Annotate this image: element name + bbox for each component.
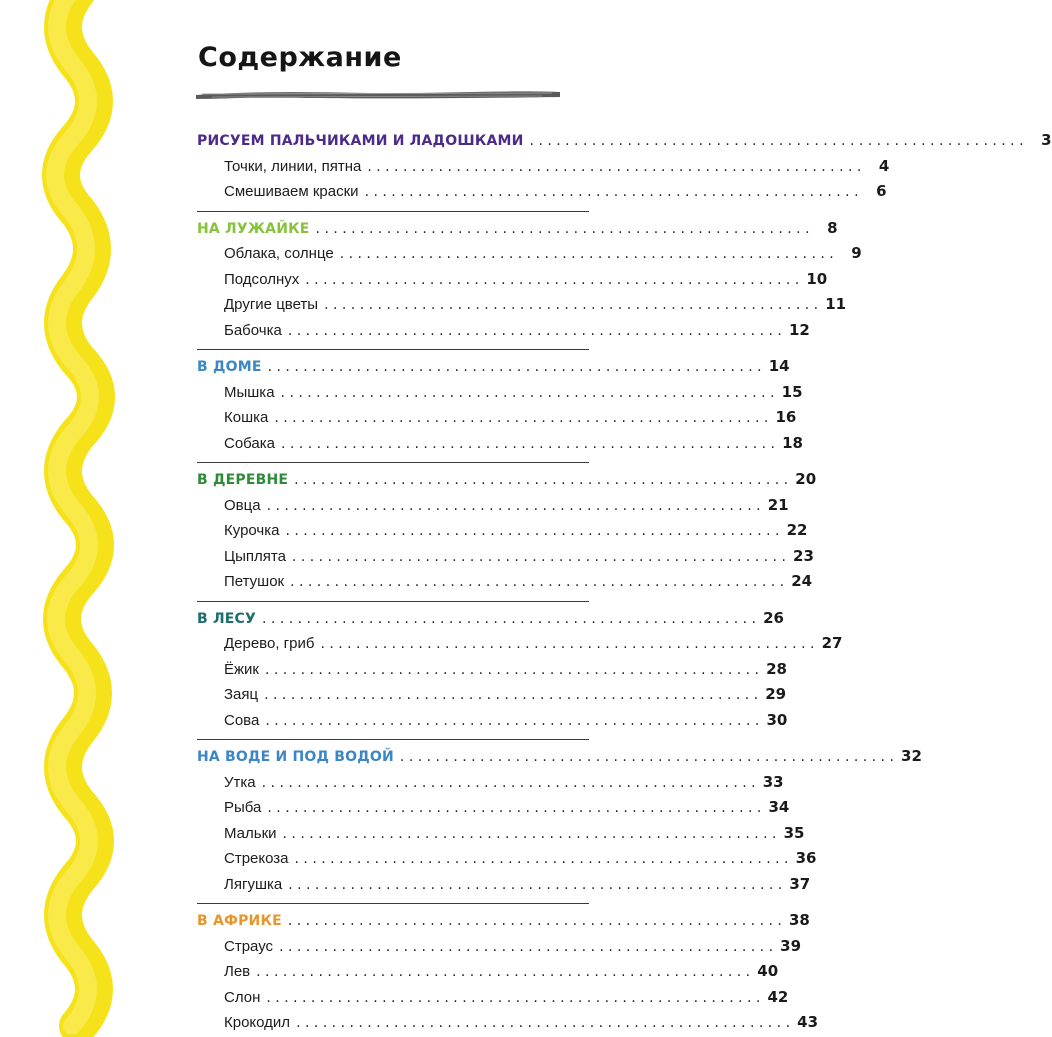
section-title: НА ЛУЖАЙКЕ: [197, 220, 310, 237]
section-page-number: 26: [763, 608, 784, 627]
entry-page-number: 39: [780, 936, 802, 955]
toc-entry[interactable]: [197, 154, 890, 180]
entry-page-number: 9: [851, 244, 862, 262]
toc-section: [197, 462, 817, 595]
toc-section-heading[interactable]: [197, 354, 790, 380]
dot-leader: [367, 155, 861, 181]
entry-page-number: 10: [806, 269, 828, 288]
entry-page-number: 6: [876, 182, 887, 200]
section-page-number: 38: [788, 911, 810, 929]
dot-leader: [305, 268, 799, 294]
section-title: В ЛЕСУ: [197, 610, 257, 627]
toc-entry[interactable]: [197, 846, 817, 872]
toc-section-heading[interactable]: [197, 606, 784, 632]
entry-title: Крокодил: [224, 1014, 291, 1031]
entry-page-number: 29: [765, 685, 787, 703]
toc-section-heading[interactable]: [197, 467, 817, 493]
entry-page-number: 43: [797, 1013, 819, 1031]
dot-leader: [281, 381, 775, 407]
toc-entry[interactable]: [197, 770, 784, 796]
entry-title: Сова: [224, 711, 260, 729]
entry-page-number: 11: [825, 295, 847, 313]
section-title: В ДОМЕ: [197, 359, 262, 375]
entry-title: Точки, линии, пятна: [224, 157, 362, 175]
entry-title: Бабочка: [224, 321, 282, 339]
dot-leader: [262, 771, 756, 797]
entry-title: Цыплята: [224, 547, 286, 565]
entry-title: Утка: [224, 773, 256, 791]
dot-leader: [340, 242, 834, 268]
entry-title: Стрекоза: [224, 850, 289, 867]
toc-entry[interactable]: [197, 934, 802, 960]
toc-entry[interactable]: [197, 657, 787, 683]
page-title: Содержание: [198, 42, 402, 73]
dot-leader: [281, 432, 775, 458]
entry-title: Слон: [224, 988, 261, 1006]
toc-entry[interactable]: [197, 631, 843, 657]
entry-title: Мышка: [224, 383, 275, 401]
dot-leader: [262, 607, 756, 633]
toc-section-heading[interactable]: [197, 744, 922, 770]
dot-leader: [283, 822, 777, 848]
dot-leader: [256, 960, 750, 986]
yellow-paint-ribbon: [0, 0, 140, 1000]
toc-entry[interactable]: [197, 544, 814, 570]
entry-page-number: 27: [821, 634, 843, 652]
entry-page-number: 4: [878, 156, 890, 175]
entry-page-number: 12: [788, 320, 810, 339]
dot-leader: [265, 709, 759, 735]
entry-title: Страус: [224, 937, 274, 955]
entry-title: Другие цветы: [224, 296, 319, 313]
toc-section-heading[interactable]: [197, 908, 810, 934]
section-page-number: 14: [768, 357, 790, 375]
toc-entry[interactable]: [197, 518, 808, 544]
dot-leader: [274, 406, 768, 432]
dot-leader: [265, 658, 759, 684]
entry-page-number: 21: [767, 495, 789, 514]
entry-title: Дерево, гриб: [224, 635, 315, 652]
entry-title: Петушок: [224, 573, 285, 590]
toc-section: [197, 739, 922, 897]
dot-leader: [288, 873, 782, 899]
entry-title: Смешиваем краски: [224, 183, 359, 200]
entry-title: Лев: [224, 963, 251, 980]
toc-entry[interactable]: [197, 318, 810, 344]
entry-page-number: 37: [789, 874, 811, 893]
toc-entry[interactable]: [197, 872, 811, 898]
entry-page-number: 35: [783, 823, 805, 842]
entry-page-number: 16: [775, 408, 797, 426]
entry-title: Кошка: [224, 409, 269, 426]
entry-title: Лягушка: [224, 875, 283, 893]
entry-page-number: 15: [781, 382, 803, 401]
entry-page-number: 34: [768, 798, 790, 816]
toc-entry[interactable]: [197, 821, 805, 847]
entry-title: Рыба: [224, 799, 262, 816]
toc-entry[interactable]: [197, 1010, 819, 1036]
dot-leader: [530, 129, 1024, 155]
dot-leader: [268, 355, 762, 381]
toc-entry[interactable]: [197, 431, 803, 457]
entry-page-number: 42: [767, 987, 789, 1006]
dot-leader: [267, 796, 761, 822]
dot-leader: [365, 180, 859, 206]
dot-leader: [296, 1011, 790, 1037]
toc-section-heading[interactable]: [197, 216, 838, 242]
entry-page-number: 28: [766, 659, 787, 678]
section-title: В ДЕРЕВНЕ: [197, 472, 289, 488]
dot-leader: [294, 468, 788, 494]
dot-leader: [316, 217, 810, 243]
entry-title: Мальки: [224, 824, 277, 842]
dot-leader: [292, 545, 786, 571]
toc-entry[interactable]: [197, 267, 828, 293]
entry-page-number: 24: [791, 572, 813, 590]
toc-entry[interactable]: [197, 380, 803, 406]
dot-leader: [288, 909, 782, 935]
toc-entry[interactable]: [197, 405, 797, 431]
dot-leader: [290, 570, 784, 596]
entry-page-number: 40: [757, 962, 779, 980]
section-page-number: 32: [901, 747, 922, 765]
entry-title: Подсолнух: [224, 270, 300, 288]
toc-entry[interactable]: [197, 795, 790, 821]
toc-entry[interactable]: [197, 682, 787, 708]
section-page-number: 8: [827, 218, 838, 237]
dot-leader: [279, 935, 773, 961]
dot-leader: [400, 745, 894, 771]
toc-section: [197, 128, 1052, 205]
dot-leader: [288, 319, 782, 345]
entry-page-number: 18: [782, 433, 803, 452]
dot-leader: [264, 683, 758, 709]
toc-entry[interactable]: [197, 292, 847, 318]
entry-page-number: 23: [793, 546, 814, 565]
entry-title: Курочка: [224, 522, 280, 539]
toc-section: [197, 903, 819, 1036]
entry-page-number: 30: [766, 710, 788, 729]
toc-entry[interactable]: [197, 959, 779, 985]
entry-title: Овца: [224, 496, 261, 514]
dot-leader: [324, 293, 818, 319]
dot-leader: [295, 847, 789, 873]
entry-title: Заяц: [224, 686, 259, 703]
toc-section: [197, 349, 803, 456]
entry-page-number: 33: [762, 772, 784, 791]
toc-section: [197, 601, 843, 734]
entry-title: Облака, солнце: [224, 245, 334, 262]
toc-entry[interactable]: [197, 493, 789, 519]
toc-entry[interactable]: [197, 708, 788, 734]
dot-leader: [285, 519, 779, 545]
dot-leader: [267, 494, 761, 520]
entry-title: Собака: [224, 434, 275, 452]
toc-section: [197, 211, 862, 344]
section-title: РИСУЕМ ПАЛЬЧИКАМИ И ЛАДОШКАМИ: [197, 133, 524, 149]
toc-section-heading[interactable]: [197, 128, 1052, 154]
section-title: В АФРИКЕ: [197, 913, 282, 929]
entry-title: Ёжик: [224, 660, 259, 678]
toc-entry[interactable]: [197, 569, 813, 595]
toc-entry[interactable]: [197, 179, 887, 205]
section-page-number: 3: [1041, 131, 1052, 149]
toc-entry[interactable]: [197, 985, 789, 1011]
toc-entry[interactable]: [197, 241, 862, 267]
title-underline-brush: [192, 86, 564, 102]
entry-page-number: 36: [795, 849, 817, 867]
dot-leader: [266, 986, 760, 1012]
table-of-contents: [197, 128, 1052, 1036]
dot-leader: [320, 632, 814, 658]
entry-page-number: 22: [786, 521, 808, 539]
section-page-number: 20: [795, 470, 817, 488]
section-title: НА ВОДЕ И ПОД ВОДОЙ: [197, 749, 394, 765]
